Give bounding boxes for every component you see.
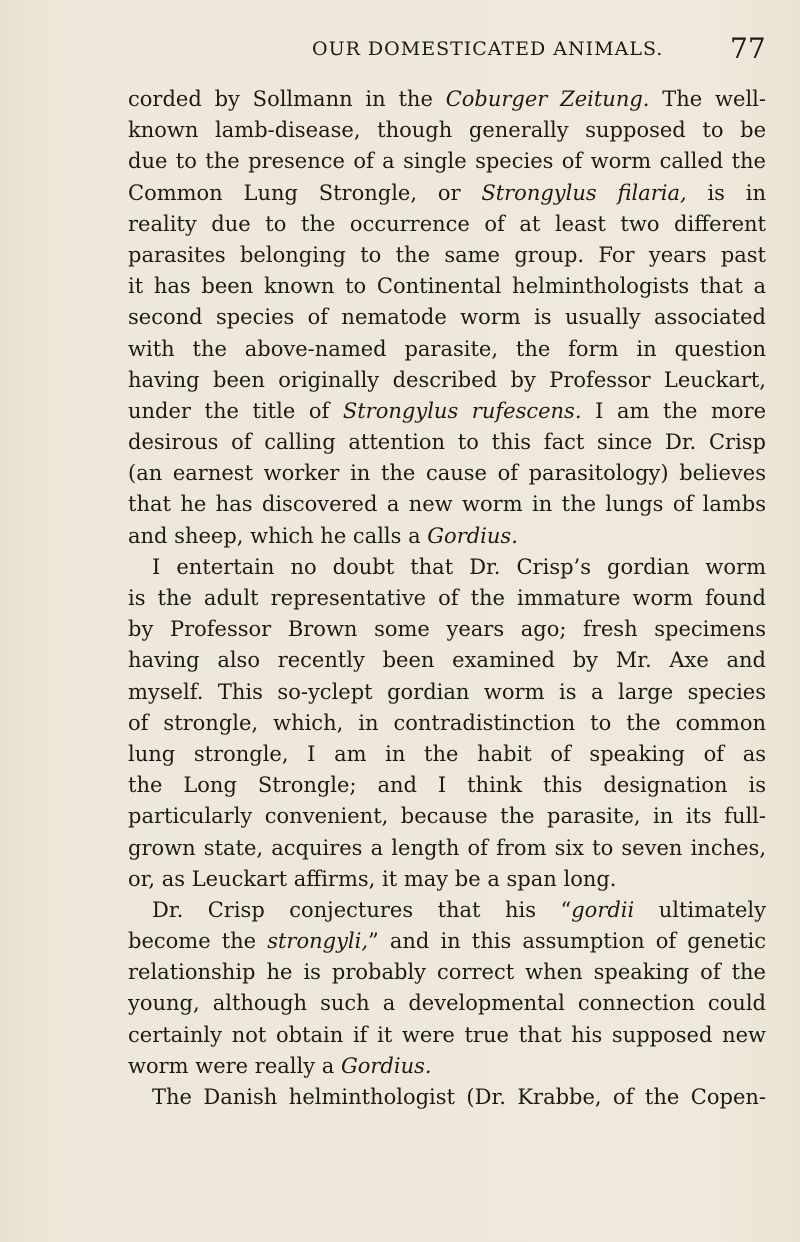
text-segment: corded by Sollmann in the bbox=[128, 87, 446, 111]
text-line bbox=[128, 708, 766, 739]
text-line bbox=[128, 895, 766, 926]
text-line bbox=[128, 365, 766, 396]
text-line bbox=[128, 583, 766, 614]
text-segment: due to the presence of a single species of worm called the bbox=[128, 149, 766, 174]
page-number: 77 bbox=[730, 32, 766, 65]
text-line bbox=[128, 552, 766, 583]
text-segment: ultimately bbox=[634, 897, 766, 922]
text-line bbox=[128, 739, 766, 770]
text-line bbox=[128, 240, 766, 271]
text-line bbox=[128, 833, 766, 864]
text-line bbox=[128, 178, 766, 209]
text-line bbox=[128, 458, 766, 489]
text-line bbox=[128, 614, 766, 645]
text-segment: I am the more bbox=[581, 398, 766, 423]
italic-text: gordii bbox=[571, 897, 635, 922]
text-segment: particularly convenient, because the parasite, in its full- bbox=[128, 804, 766, 829]
text-segment: it has been known to Continental helminthologists that a bbox=[128, 274, 766, 299]
text-line bbox=[128, 645, 766, 676]
text-segment: known lamb-disease, though generally supposed to be bbox=[128, 118, 766, 143]
text-segment: young, although such a developmental connection could bbox=[128, 991, 766, 1016]
italic-text: Gordius. bbox=[427, 523, 518, 548]
text-line bbox=[128, 770, 766, 801]
text-line bbox=[128, 1082, 766, 1113]
italic-text: Gordius. bbox=[340, 1053, 432, 1078]
text-segment: the Long Strongle; and I think this designation is bbox=[128, 773, 766, 798]
text-segment: worm were really a bbox=[128, 1053, 341, 1078]
text-segment: that he has discovered a new worm in the lungs of lambs bbox=[128, 492, 766, 517]
italic-text: Strongylus rufescens. bbox=[342, 398, 582, 423]
text-line bbox=[128, 957, 766, 988]
text-segment: is in bbox=[686, 180, 766, 205]
text-segment: relationship he is probably correct when speaking of the bbox=[128, 960, 766, 985]
text-line bbox=[128, 209, 766, 240]
text-segment: desirous of calling attention to this fact since Dr. Crisp bbox=[128, 430, 766, 455]
page-header bbox=[0, 28, 800, 72]
text-segment: The Danish helminthologist (Dr. Krabbe, of the Copen- bbox=[152, 1085, 766, 1109]
body-text bbox=[128, 84, 766, 1113]
text-line bbox=[128, 988, 766, 1019]
text-segment: and sheep, which he calls a bbox=[128, 523, 428, 548]
text-line bbox=[128, 1020, 766, 1051]
running-head: OUR DOMESTICATED ANIMALS. bbox=[312, 38, 664, 60]
text-line bbox=[128, 84, 766, 115]
text-segment: myself. This so-yclept gordian worm is a large species bbox=[128, 679, 766, 704]
text-line bbox=[128, 271, 766, 302]
text-line bbox=[128, 677, 766, 708]
text-line bbox=[128, 926, 766, 957]
text-segment: parasites belonging to the same group. For years past bbox=[128, 242, 766, 267]
text-segment: with the above-named parasite, the form in question bbox=[128, 336, 766, 361]
text-line bbox=[128, 334, 766, 365]
text-segment: having been originally described by Professor Leuckart, bbox=[128, 367, 766, 392]
text-segment: ” and in this assumption of genetic bbox=[368, 929, 766, 954]
text-line bbox=[128, 146, 766, 177]
text-segment: Common Lung Strongle, or bbox=[128, 180, 482, 205]
text-line bbox=[128, 521, 766, 552]
text-segment: second species of nematode worm is usually associated bbox=[128, 305, 766, 330]
text-segment: or, as Leuckart affirms, it may be a span long. bbox=[128, 866, 617, 891]
text-segment: lung strongle, I am in the habit of speaking of as bbox=[128, 741, 766, 766]
italic-text: Strongylus filaria, bbox=[481, 180, 687, 205]
text-segment: certainly not obtain if it were true that his supposed new bbox=[128, 1022, 766, 1047]
text-segment: is the adult representative of the immature worm found bbox=[128, 586, 766, 610]
text-segment: I entertain no doubt that Dr. Crisp’s gordian worm bbox=[152, 554, 766, 579]
text-segment: (an earnest worker in the cause of parasitology) believes bbox=[128, 461, 766, 486]
italic-text: Coburger Zeitung. bbox=[445, 87, 650, 111]
text-line bbox=[128, 302, 766, 333]
text-line bbox=[128, 489, 766, 520]
text-line bbox=[128, 396, 766, 427]
text-segment: reality due to the occurrence of at least two different bbox=[128, 211, 766, 236]
text-segment: by Professor Brown some years ago; fresh specimens bbox=[128, 617, 766, 642]
text-segment: The well- bbox=[649, 87, 766, 111]
text-segment: become the bbox=[128, 929, 268, 954]
text-line bbox=[128, 864, 766, 895]
italic-text: strongyli, bbox=[267, 929, 369, 954]
text-line bbox=[128, 427, 766, 458]
text-segment: of strongle, which, in contradistinction to the common bbox=[128, 710, 766, 735]
text-segment: under the title of bbox=[128, 398, 343, 423]
text-segment: grown state, acquires a length of from six to seven inches, bbox=[128, 835, 766, 860]
text-line bbox=[128, 1051, 766, 1082]
text-line bbox=[128, 801, 766, 832]
text-segment: Dr. Crisp conjectures that his “ bbox=[152, 897, 572, 922]
text-segment: having also recently been examined by Mr. Axe and bbox=[128, 648, 766, 673]
text-line bbox=[128, 115, 766, 146]
